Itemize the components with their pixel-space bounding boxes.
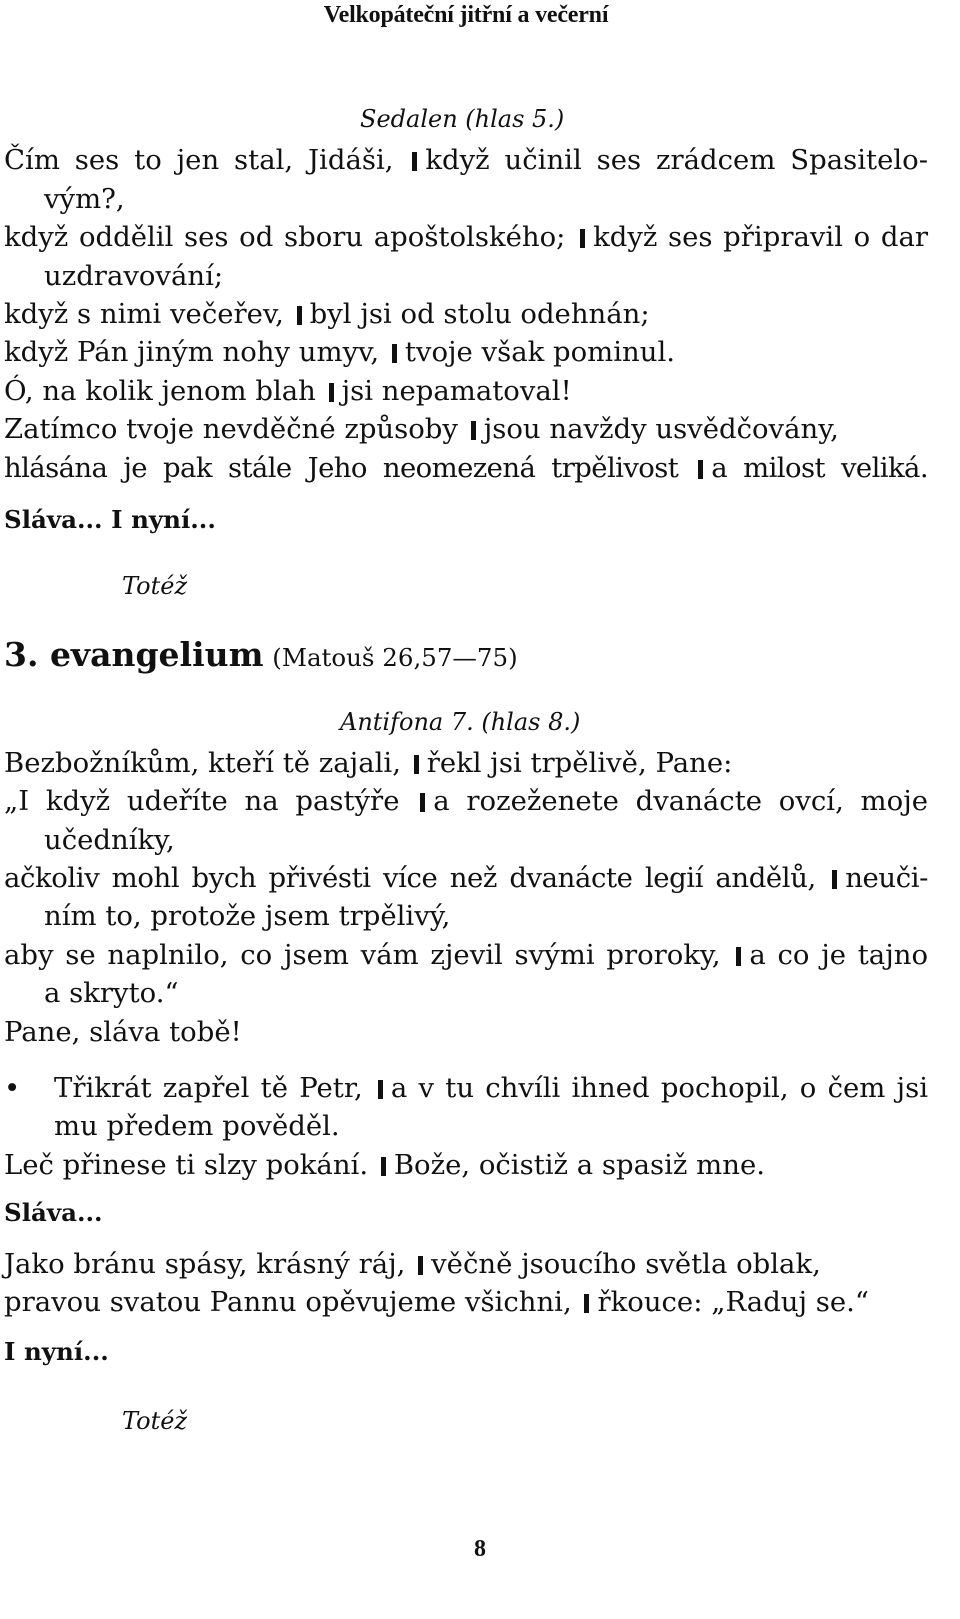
text-segment: když oddělil ses od sboru apoštolského; (4, 221, 577, 254)
text-segment: Třikrát zapřel tě Petr, (54, 1071, 374, 1104)
text-segment: ačkoliv mohl bych přivésti více než dvanácte legií andělů, (4, 861, 829, 894)
sedalen-line-1 (4, 141, 928, 179)
text-segment: jsi nepamatoval! (341, 374, 572, 407)
text-segment: ním to, protože jsem trpělivý, (44, 900, 451, 933)
verse-separator-icon (698, 460, 703, 479)
verse-separator-icon (736, 947, 741, 966)
text-segment: Ó, na kolik jenom blah (4, 374, 325, 407)
theotokion-closing: I nyní... (4, 1337, 109, 1367)
text-segment: Leč přinese ti slzy pokání. (4, 1148, 377, 1181)
text-segment: „I když udeříte na pastýře (4, 785, 417, 818)
sedalen-line-4 (4, 257, 928, 295)
text-segment: a skryto.“ (44, 977, 179, 1010)
page-content (4, 100, 928, 1440)
text-segment: řekl jsi trpělivě, Pane: (426, 746, 733, 779)
text-segment: učedníky, (44, 823, 175, 856)
text-segment: Zatímco tvoje nevděčné způsoby (4, 413, 467, 446)
text-segment: když Pán jiným nohy umyv, (4, 336, 388, 369)
verse-separator-icon (381, 1157, 386, 1176)
sedalen-line-3 (4, 218, 928, 256)
text-segment: Bezbožníkům, kteří tě zajali, (4, 746, 410, 779)
running-title: Velkopáteční jitřní a večerní (323, 2, 609, 28)
verse-separator-icon (329, 383, 334, 402)
verse-separator-icon (392, 344, 397, 363)
text-segment: Jako bránu spásy, krásný ráj, (4, 1247, 415, 1280)
sedalen-line-5 (4, 295, 928, 333)
antifona-title: Antifona 7. (hlas 8.) (340, 708, 581, 737)
sedalen-line-8 (4, 410, 928, 448)
verse-separator-icon (420, 793, 425, 812)
text-segment: když ses připravil o dar (593, 221, 928, 254)
verse-separator-icon (412, 152, 417, 171)
antifona-line-5 (4, 897, 928, 935)
text-segment: byl jsi od stolu odehnán; (309, 298, 650, 331)
verse-separator-icon (832, 870, 837, 889)
text-segment: Pane, sláva tobě! (4, 1015, 242, 1048)
page-number: 8 (474, 1536, 486, 1562)
verse-separator-icon (378, 1080, 383, 1099)
sedalen-line-7 (4, 372, 928, 410)
antifona-line-3 (4, 821, 928, 859)
text-segment: a rozeženete dvanácte ovcí, moje (433, 785, 928, 818)
text-segment: tvoje však pominul. (404, 336, 676, 369)
antifona-line-6 (4, 936, 928, 974)
sedalen-repeat: Totéž (122, 572, 188, 601)
text-segment: a co je tajno (749, 938, 928, 971)
verse-separator-icon (471, 421, 476, 440)
verse-separator-icon (414, 755, 419, 774)
text-segment: když učinil ses zrádcem Spasitelo- (425, 144, 928, 177)
text-segment: Čím ses to jen stal, Jidáši, (4, 144, 409, 177)
gospel-number: 3. evangelium (4, 634, 264, 674)
antifona-line-2 (4, 782, 928, 820)
gospel-heading (4, 636, 928, 677)
text-segment: Bože, očistiž a spasiž mne. (393, 1148, 765, 1181)
verse-separator-icon (584, 1294, 589, 1313)
theotokion-repeat: Totéž (122, 1406, 188, 1435)
sedalen-line-9 (4, 449, 928, 487)
sedalen-title: Sedalen (hlas 5.) (360, 105, 565, 133)
text-segment: mu předem pověděl. (54, 1110, 340, 1143)
verse-separator-icon (297, 306, 302, 325)
theotokion-line-1 (4, 1245, 928, 1283)
troparion-line-1 (4, 1069, 928, 1107)
text-segment: jsou navždy usvědčovány, (483, 413, 839, 446)
text-segment: aby se naplnilo, co jsem vám zjevil svými proroky, (4, 938, 733, 971)
troparion-line-3 (4, 1146, 928, 1184)
sedalen-closing: Sláva... I nyní... (4, 505, 216, 535)
text-segment: pravou svatou Pannu opěvujeme všichni, (4, 1285, 581, 1318)
text-segment: když s nimi večeřev, (4, 298, 293, 331)
text-segment: řkouce: „Raduj se.“ (597, 1285, 869, 1318)
troparion-line-2 (4, 1107, 928, 1145)
text-segment: uzdravování; (44, 259, 224, 292)
verse-separator-icon (418, 1256, 423, 1275)
text-segment: hlásána je pak stále Jeho neomezená trpělivost (4, 451, 695, 484)
gospel-reference: (Matouš 26,57—75) (272, 642, 518, 672)
verse-separator-icon (580, 229, 585, 248)
antifona-line-4 (4, 859, 928, 897)
sedalen-line-2 (4, 180, 928, 218)
antifona-line-1 (4, 744, 928, 782)
antifona-line-8 (4, 1013, 928, 1051)
bullet-icon: • (4, 1071, 21, 1104)
text-segment: věčně jsoucího světla oblak, (431, 1247, 821, 1280)
text-segment: a milost veliká. (711, 451, 928, 484)
text-segment: a v tu chvíli ihned pochopil, o čem jsi (390, 1071, 928, 1104)
antifona-line-7 (4, 974, 928, 1012)
theotokion-line-2 (4, 1283, 928, 1321)
text-segment: vým?, (44, 182, 125, 215)
text-segment: neuči- (845, 861, 928, 894)
troparion-glory: Sláva... (4, 1198, 103, 1228)
sedalen-line-6 (4, 333, 928, 371)
